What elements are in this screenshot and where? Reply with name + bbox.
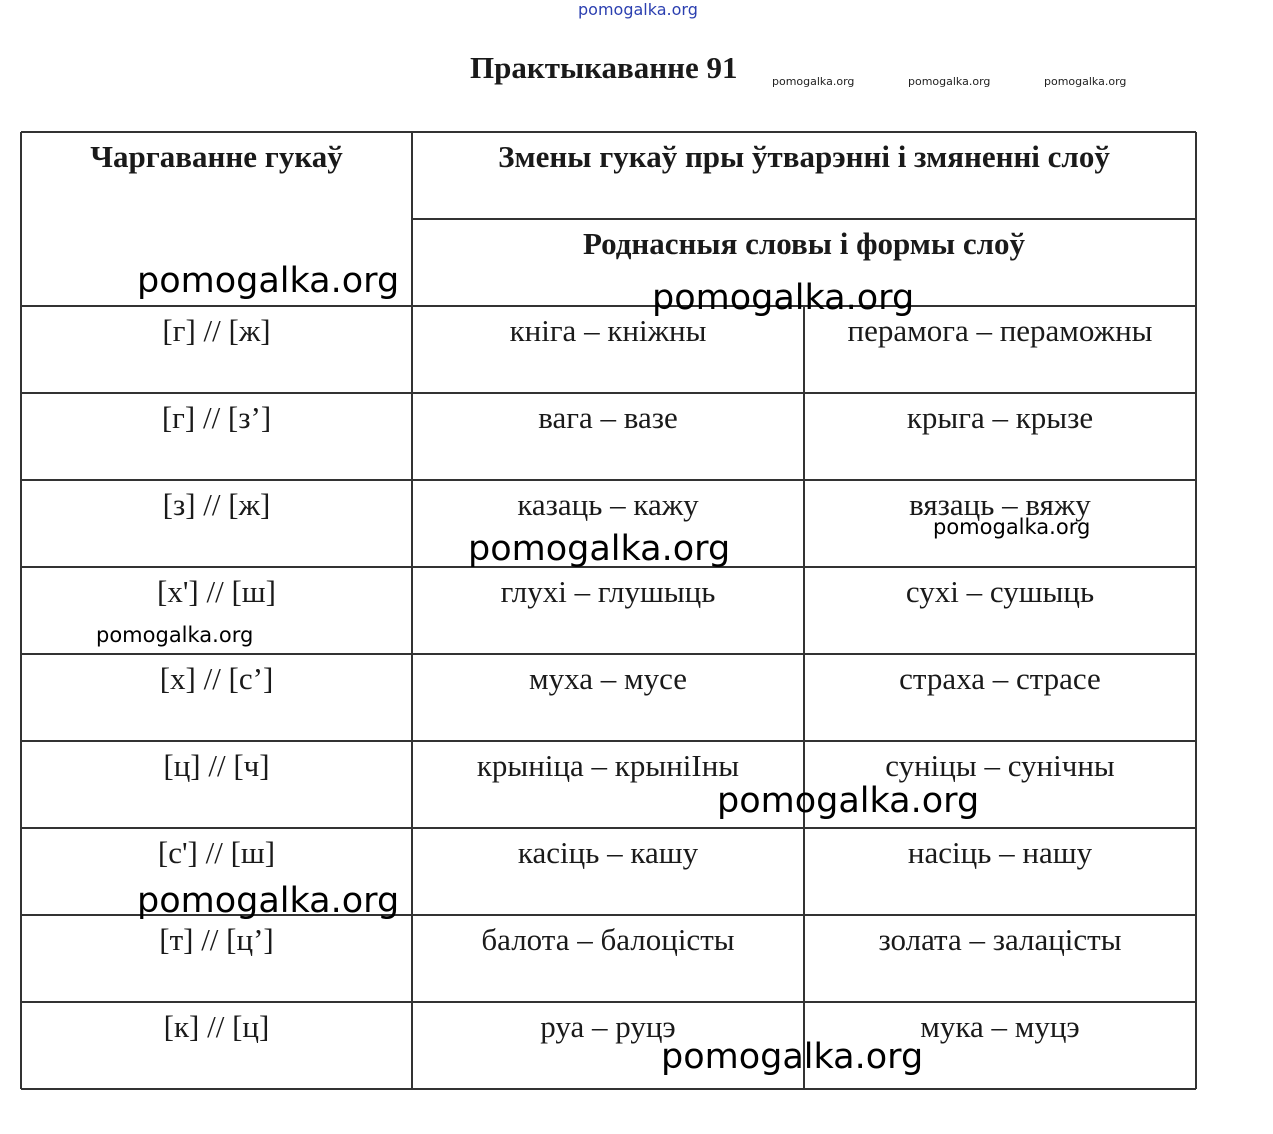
table-cell-example: мука – муцэ (920, 1009, 1080, 1044)
table-cell-alternation: [т] // [ц’] (159, 922, 274, 957)
table-cell-alternation: [с'] // [ш] (157, 835, 276, 870)
watermark: pomogalka.org (661, 1037, 924, 1077)
table-cell-example: суніцы – сунічны (885, 748, 1115, 783)
watermark: pomogalka.org (96, 623, 254, 647)
table-cell-alternation: [ц] // [ч] (163, 748, 270, 783)
table-cell-alternation: [х'] // [ш] (157, 574, 276, 609)
watermark: pomogalka.org (652, 278, 915, 318)
header-alternation: Чаргаванне гукаў (90, 139, 343, 174)
table-cell-example: балота – балоцісты (481, 922, 735, 957)
table-cell-example: сухі – сушыць (905, 574, 1095, 609)
page-title: Практыкаванне 91 (470, 50, 738, 85)
table-cell-example: страха – страсе (899, 661, 1101, 696)
watermark: pomogalka.org (933, 515, 1091, 539)
table-cell-alternation: [х] // [с’] (159, 661, 274, 696)
header-related-words: Роднасныя словы і формы слоў (582, 226, 1026, 261)
table-cell-example: глухі – глушыць (500, 574, 716, 609)
watermark: pomogalka.org (137, 261, 400, 301)
watermark-top: pomogalka.org (578, 0, 698, 19)
watermark: pomogalka.org (717, 781, 980, 821)
table-cell-alternation: [г] // [з’] (161, 400, 272, 435)
table-cell-example: вязаць – вяжу (909, 487, 1091, 522)
table-cell-example: крыга – крызе (906, 400, 1094, 435)
table-cell-example: кніга – кніжны (509, 313, 707, 348)
table-cell-example: перамога – пераможны (847, 313, 1153, 348)
watermark-small: pomogalka.org (1044, 75, 1127, 88)
watermark: pomogalka.org (137, 881, 400, 921)
watermark-small: pomogalka.org (908, 75, 991, 88)
table-cell-example: казаць – кажу (517, 487, 699, 522)
table-cell-example: касіць – кашу (517, 835, 699, 870)
table-cell-example: насіць – нашу (907, 835, 1093, 870)
watermark-small: pomogalka.org (772, 75, 855, 88)
header-sound-changes: Змены гукаў пры ўтварэнні і змяненні слоў (498, 139, 1110, 174)
table-cell-example: руа – руцэ (540, 1009, 676, 1044)
table-cell-example: муха – мусе (529, 661, 687, 696)
table-cell-example: золата – залацісты (878, 922, 1122, 957)
table-cell-example: вага – вазе (538, 400, 678, 435)
table-cell-alternation: [к] // [ц] (163, 1009, 270, 1044)
table-cell-alternation: [г] // [ж] (162, 313, 271, 348)
table-cell-example: крыніца – крыніІны (476, 748, 740, 783)
watermark: pomogalka.org (468, 529, 731, 569)
table-cell-alternation: [з] // [ж] (162, 487, 271, 522)
